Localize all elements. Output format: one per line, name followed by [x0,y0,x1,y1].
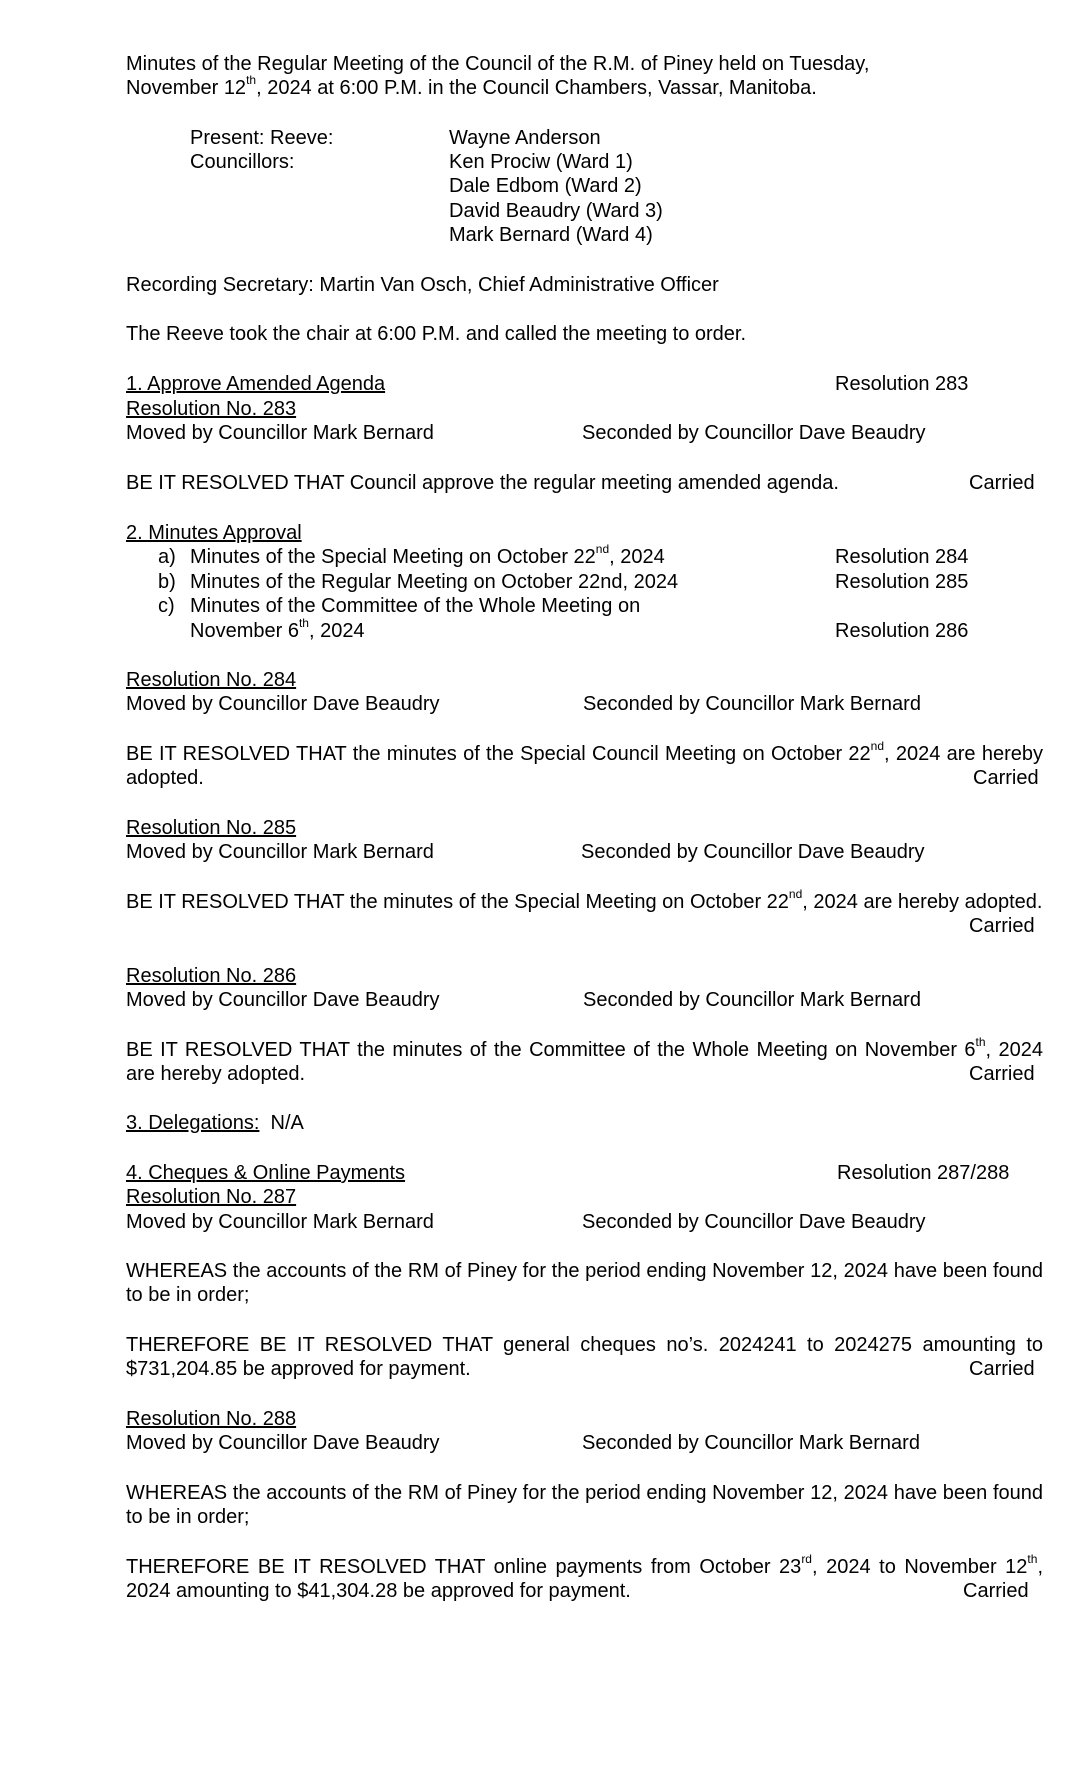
list-item-c-ref: Resolution 286 [835,620,969,642]
moved-by: Moved by Councillor Mark Bernard [126,422,434,444]
seconded-by: Seconded by Councillor Dave Beaudry [582,1211,926,1233]
seconded-by: Seconded by Councillor Mark Bernard [583,693,921,715]
resolution-number: Resolution No. 283 [126,398,297,420]
carried-status: Carried [963,1580,1029,1602]
list-label-b: b) [158,571,176,593]
list-item-c-cont: November 6th, 2024 [190,616,365,642]
moved-by: Moved by Councillor Mark Bernard [126,1211,434,1233]
list-item-b-ref: Resolution 285 [835,571,969,593]
carried-status: Carried [973,767,1039,789]
list-item-c: Minutes of the Committee of the Whole Meeting on [190,595,641,617]
list-label-c: c) [158,595,175,617]
resolution-text: BE IT RESOLVED THAT the minutes of the Committee of the Whole Meeting on November 6th, 2024 are hereby adopted. [126,1035,1043,1085]
resolution-text: THEREFORE BE IT RESOLVED THAT general cheques no’s. 2024241 to 2024275 amounting to $731,204.85 be approved for payment. [126,1334,1043,1380]
carried-status: Carried [969,915,1035,937]
resolution-text: THEREFORE BE IT RESOLVED THAT online payments from October 23rd, 2024 to November 12th, 2024 amounting to $41,304.28 be approved for payment. [126,1552,1043,1602]
resolution-number: Resolution No. 286 [126,965,297,987]
moved-by: Moved by Councillor Dave Beaudry [126,989,440,1011]
resolution-number: Resolution No. 287 [126,1186,297,1208]
councillor-name: David Beaudry (Ward 3) [449,200,663,222]
list-item-a-ref: Resolution 284 [835,546,969,568]
moved-by: Moved by Councillor Mark Bernard [126,841,434,863]
section-1-heading: 1. Approve Amended Agenda [126,373,386,395]
section-4-resolution-ref: Resolution 287/288 [837,1162,1010,1184]
list-item-a: Minutes of the Special Meeting on October 22nd, 2024 [190,542,665,568]
section-4-heading: 4. Cheques & Online Payments [126,1162,406,1184]
carried-status: Carried [969,1063,1035,1085]
resolution-text: BE IT RESOLVED THAT Council approve the regular meeting amended agenda. [126,472,839,494]
resolution-text: BE IT RESOLVED THAT the minutes of the Special Meeting on October 22nd, 2024 are hereby adopted. [126,887,1043,913]
whereas-text: WHEREAS the accounts of the RM of Piney for the period ending November 12, 2024 have been found to be in order; [126,1482,1043,1528]
list-label-a: a) [158,546,176,568]
present-label: Present: Reeve: [190,127,334,149]
resolution-text: BE IT RESOLVED THAT the minutes of the Special Council Meeting on October 22nd, 2024 are hereby adopted. [126,739,1043,789]
recording-secretary: Recording Secretary: Martin Van Osch, Chief Administrative Officer [126,274,719,296]
councillor-name: Dale Edbom (Ward 2) [449,175,642,197]
list-item-b: Minutes of the Regular Meeting on October 22nd, 2024 [190,571,679,593]
resolution-number: Resolution No. 285 [126,817,297,839]
section-3-heading: 3. Delegations: [126,1112,260,1134]
delegations-value: N/A [270,1112,304,1134]
seconded-by: Seconded by Councillor Dave Beaudry [582,422,926,444]
councillors-label: Councillors: [190,151,295,173]
seconded-by: Seconded by Councillor Dave Beaudry [581,841,925,863]
resolution-number: Resolution No. 284 [126,669,297,691]
seconded-by: Seconded by Councillor Mark Bernard [583,989,921,1011]
carried-status: Carried [969,472,1035,494]
councillor-name: Ken Prociw (Ward 1) [449,151,633,173]
seconded-by: Seconded by Councillor Mark Bernard [582,1432,920,1454]
call-to-order: The Reeve took the chair at 6:00 P.M. and called the meeting to order. [126,323,747,345]
resolution-number: Resolution No. 288 [126,1408,297,1430]
section-2-heading: 2. Minutes Approval [126,522,302,544]
carried-status: Carried [969,1358,1035,1380]
section-1-resolution-ref: Resolution 283 [835,373,969,395]
intro-line-1: Minutes of the Regular Meeting of the Council of the R.M. of Piney held on Tuesday, [126,53,870,75]
reeve-name: Wayne Anderson [449,127,601,149]
moved-by: Moved by Councillor Dave Beaudry [126,1432,440,1454]
whereas-text: WHEREAS the accounts of the RM of Piney for the period ending November 12, 2024 have been found to be in order; [126,1260,1043,1306]
councillor-name: Mark Bernard (Ward 4) [449,224,653,246]
section-3 [126,1111,304,1135]
intro-line-2: November 12th, 2024 at 6:00 P.M. in the Council Chambers, Vassar, Manitoba. [126,73,817,99]
moved-by: Moved by Councillor Dave Beaudry [126,693,440,715]
